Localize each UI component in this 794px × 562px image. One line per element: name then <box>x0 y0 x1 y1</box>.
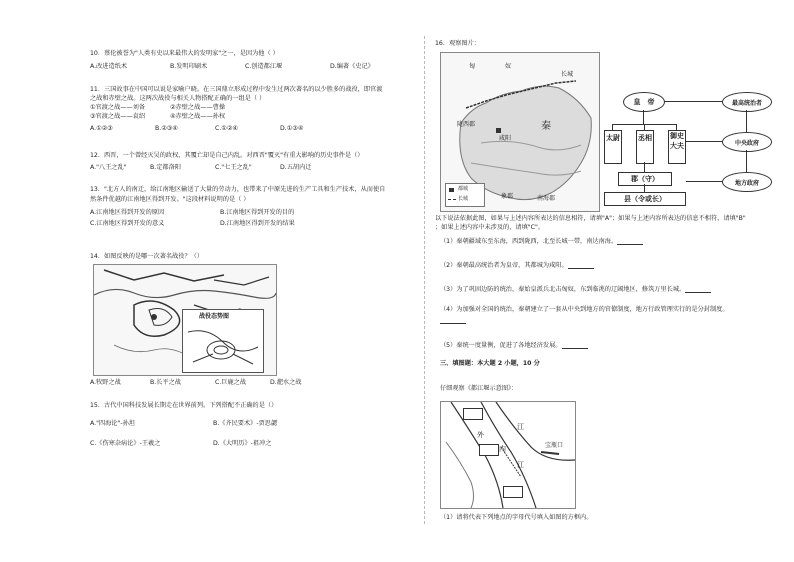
q17-stem: 仔细观察《都江堰示意图》： <box>440 385 518 392</box>
q16-answer-1[interactable] <box>617 238 643 245</box>
battle-inset-title: 战役态势图 <box>199 313 230 320</box>
org-label-central: 中央政府 <box>722 132 772 152</box>
q15-option-d[interactable]: D.《大明历》-祖冲之 <box>213 440 272 447</box>
dujiangyan-map <box>440 401 576 509</box>
q11-item-2: ②赤壁之战——曹操 <box>170 104 226 111</box>
q15-stem: 15．古代中国科技发展长期走在世界前列。下列搭配不正确的是（） <box>90 402 278 409</box>
org-label-local: 地方政府 <box>722 172 772 192</box>
q14-battle-map <box>93 264 277 376</box>
q14-option-a[interactable]: A.牧野之战 <box>90 379 121 386</box>
org-commandery: 郡（守） <box>618 172 672 186</box>
qin-map-label-nu: 奴 <box>505 63 512 70</box>
dujiangyan-label-jiang-1: 江 <box>517 423 524 431</box>
q16-item-4: （4）为加强对全国的统治，秦朝建立了一套从中央到地方的官僚制度，地方行政管理实行的是分封制度。 <box>440 306 729 313</box>
qin-map-label-xiang: 象郡 <box>501 193 514 200</box>
org-chengxiang: 丞相 <box>636 130 654 164</box>
org-connector <box>664 101 722 102</box>
q12-option-b[interactable]: B.定都洛阳 <box>150 164 181 171</box>
q13-stem: 13．"北方人的南迁，给江南地区输送了大量的劳动力，也带来了中原先进的生产工具和生产技术，从而使自 <box>90 186 386 193</box>
q16-answer-4[interactable] <box>440 323 466 324</box>
org-connector <box>644 162 645 172</box>
q15-option-c[interactable]: C.《伤寒杂病论》-王羲之 <box>90 440 161 447</box>
org-connector <box>686 141 722 142</box>
q16-stem: 16．观察图片： <box>435 40 480 47</box>
q10-stem: 10．蔡伦被誉为"人类有史以来最伟大的发明家"之一，是因为他（ ） <box>90 50 279 57</box>
qin-map <box>440 52 600 212</box>
dujiangyan-label-jiang-2: 江 <box>517 461 524 469</box>
org-connector <box>686 181 722 182</box>
q13-option-b[interactable]: B.江南地区得到开发的目的 <box>220 209 295 216</box>
q10-option-c[interactable]: C.创造都江堰 <box>245 63 283 70</box>
org-taiwei: 太尉 <box>604 130 622 164</box>
q13-option-c[interactable]: C.江南地区得到开发的意义 <box>90 220 165 227</box>
q11-option-d[interactable]: D.①③④ <box>280 125 304 132</box>
q16-answer-2[interactable] <box>568 262 594 269</box>
qin-map-legend <box>445 183 485 207</box>
dujiangyan-label-wai: 外 <box>477 431 484 439</box>
q13-option-d[interactable]: D.江南地区得到开发的结果 <box>220 220 295 227</box>
legend-capital-icon <box>449 188 454 192</box>
q11-item-1: ①官渡之战——刘备 <box>90 104 146 111</box>
org-emperor: 皇 帝 <box>623 92 665 112</box>
q17-item-1: （1）请将代表下列地点的字母代号填入如图的方框内。 <box>440 514 593 521</box>
dujiangyan-label-nei: 内 <box>499 445 506 453</box>
q16-item-1: （1）秦朝疆域东至东海，西到陇西，北至长城一带，南达南海。 <box>440 238 643 245</box>
dujiangyan-label-baopingkou: 宝瓶口 <box>545 442 564 449</box>
q11-stem-line2: 之战和赤壁之战。这两次战役与相关人物搭配正确的一组是（ ） <box>90 95 266 102</box>
dujiangyan-box-3[interactable] <box>503 486 523 498</box>
q10-option-b[interactable]: B.发明印刷术 <box>170 63 208 70</box>
q16-answer-3[interactable] <box>685 286 711 293</box>
q11-option-c[interactable]: C.①②④ <box>215 125 238 132</box>
q11-item-4: ④赤壁之战——孙权 <box>170 113 226 120</box>
org-yushi: 御史大夫 <box>668 130 686 164</box>
qin-map-label-nanhai: 南海郡 <box>537 195 556 202</box>
legend-wall: 长城 <box>458 196 469 202</box>
q12-stem: 12．西晋，一个曾经灭吴的政权，其覆亡却是自己内乱。对西晋"覆灭"有重大影响的历史事件是（） <box>90 152 364 159</box>
q11-option-b[interactable]: B.②③④ <box>155 125 178 132</box>
q14-option-c[interactable]: C.巨鹿之战 <box>215 379 247 386</box>
q12-option-a[interactable]: A."八王之乱" <box>90 164 127 171</box>
q15-option-a[interactable]: A."四海论"-孙坦 <box>90 420 135 427</box>
q16-item-2: （2）秦朝最高统治者为皇帝，其都城为咸阳。 <box>440 262 594 269</box>
q16-item-5: （5）秦统一度量衡，促进了各地经济发展。 <box>440 342 588 349</box>
column-divider <box>424 36 425 524</box>
qin-map-label-longxi: 陇西郡 <box>457 121 476 128</box>
section3-title: 三、填图题：本大题 2 小题，10 分 <box>440 360 540 367</box>
q13-stem-line2: 然条件优越的江南地区得到开发。"这段材料说明的是（ ） <box>90 196 250 203</box>
battle-inset-graphic <box>183 322 261 372</box>
q12-option-c[interactable]: C."七王之乱" <box>215 164 252 171</box>
q14-option-b[interactable]: B.长平之战 <box>150 379 181 386</box>
q16-item-3: （3）为了巩固边防的统治，秦始皇派兵北击匈奴，东到临洮的辽阔地区，修筑万里长城。 <box>440 286 711 293</box>
dujiangyan-box-2[interactable] <box>479 444 499 456</box>
q15-option-b[interactable]: B.《齐民要术》-贾思勰 <box>213 420 278 427</box>
legend-wall-icon <box>448 199 456 200</box>
q11-option-a[interactable]: A.①②③ <box>90 125 113 132</box>
org-connector <box>746 150 747 172</box>
battle-map-inset <box>182 309 264 373</box>
q14-option-d[interactable]: D.淝水之战 <box>270 379 302 386</box>
q11-item-3: ③官渡之战——袁绍 <box>90 113 146 120</box>
qin-map-label-qin: 秦 <box>541 121 551 132</box>
q16-instruction: 以下说法依据此图，如果与上述内容所表达的信息相符，请填"A"；如果与上述内容所表达的信息不相符，请填"B" <box>435 215 746 222</box>
org-connector <box>644 184 645 192</box>
q12-option-d[interactable]: D.五胡内迁 <box>280 164 312 171</box>
q13-option-a[interactable]: A.江南地区得到开发的原因 <box>90 209 165 216</box>
qin-map-label-xianyang: 咸阳 <box>499 135 512 142</box>
org-connector <box>746 110 747 132</box>
org-connector <box>643 110 644 124</box>
dujiangyan-box-1[interactable] <box>463 408 483 420</box>
qin-map-label-xiong: 匈 <box>469 63 476 70</box>
legend-capital: 都城 <box>458 186 469 192</box>
q16-answer-5[interactable] <box>562 342 588 349</box>
q11-stem: 11．三国故事在中国可以说是家喻户晓。在三国鼎立形成过程中发生过两次著名的以少胜多的战役，即官渡 <box>90 86 383 93</box>
qin-map-label-changcheng: 长城 <box>561 71 574 78</box>
q16-instruction-line2: ；如果上述内容中未涉及的，请填"C"。 <box>435 224 545 231</box>
q10-option-a[interactable]: A.改进造纸术 <box>90 63 128 70</box>
q14-stem: 14．如图反映的是哪一次著名战役？（） <box>90 253 204 260</box>
org-label-supreme: 最高统治者 <box>722 92 772 112</box>
q10-option-d[interactable]: D.编著《史记》 <box>330 63 374 70</box>
org-county: 县（令或长） <box>604 192 686 206</box>
